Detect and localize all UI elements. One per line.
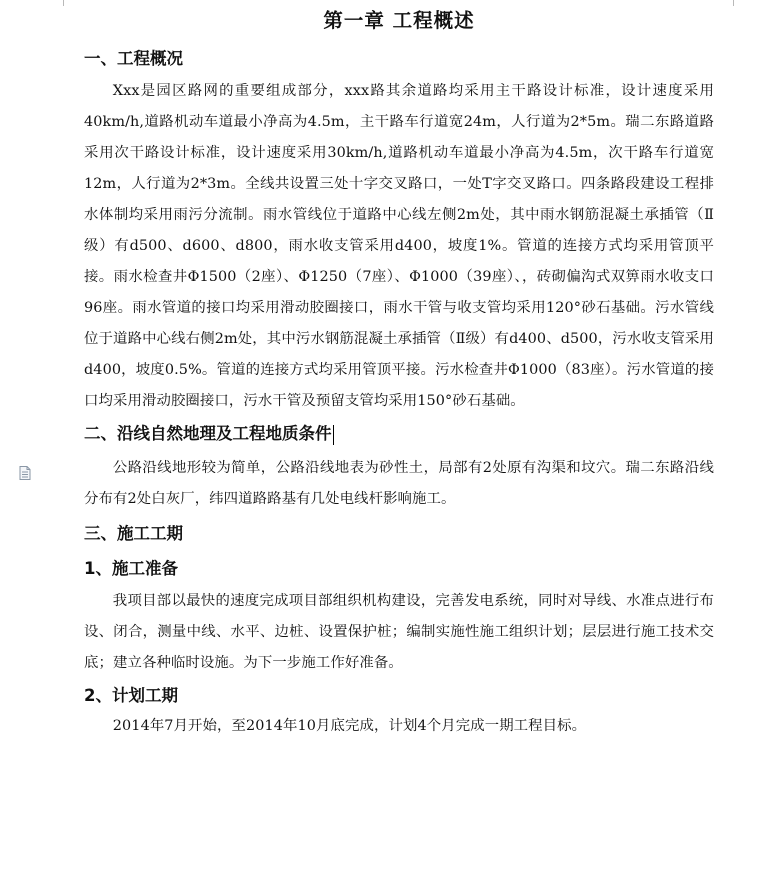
document-icon (19, 466, 43, 480)
chapter-title: 第一章 工程概述 (323, 9, 475, 32)
subsection-heading-preparation: 1、施工准备 (84, 559, 178, 578)
section-heading-overview: 一、工程概况 (84, 49, 183, 68)
section-heading-geology[interactable] (84, 422, 714, 446)
preparation-paragraph[interactable]: 我项目部以最快的速度完成项目部组织机构建设，完善发电系统，同时对导线、水准点进行布设、闭合，测量中线、水平、边桩、设置保护桩；编制实施性施工组织计划；层层进行施工技术交底；建立各种临时设施。为下一步施工作好准备。 (84, 593, 714, 671)
text-cursor (333, 425, 334, 445)
crop-mark-left (63, 0, 64, 6)
document-page (84, 0, 714, 742)
section-heading-schedule: 三、施工工期 (84, 524, 183, 543)
planned-period-paragraph[interactable]: 2014年7月开始，至2014年10月底完成，计划4个月完成一期工程目标。 (112, 718, 587, 734)
section-heading-geology-text: 二、沿线自然地理及工程地质条件 (84, 424, 332, 443)
geology-paragraph[interactable]: 公路沿线地形较为简单，公路沿线地表为砂性土，局部有2处原有沟渠和坟穴。瑞二东路沿线分布有2处白灰厂，纬四道路路基有几处电线杆影响施工。 (84, 460, 714, 507)
crop-mark-right (733, 0, 734, 6)
paragraph-options-button[interactable] (19, 465, 43, 479)
subsection-heading-planned-period: 2、计划工期 (84, 686, 178, 705)
overview-paragraph[interactable]: Xxx是园区路网的重要组成部分，xxx路其余道路均采用主干路设计标准，设计速度采用40km/h,道路机动车道最小净高为4.5m，主干路车行道宽24m，人行道为2*5m。瑞二东路道路采用次干路设计标准，设计速度采用30km/h,道路机动车道最小净高为4.5m，次干路车行道宽12m，人行道为2*3m。全线共设置三处十字交叉路口，一处T字交叉路口。四条路段建设工程排水体制均采用雨污分流制。雨水管线位于道路中心线左侧2m处，其中雨水钢筋混凝土承插管（Ⅱ级）有d500、d600、d800，雨水收支管采用d400，坡度1%。管道的连接方式均采用管顶平接。雨水检查井Φ1500（2座）、Φ1250（7座）、Φ1000（39座）、，砖砌偏沟式双箅雨水收支口96座。雨水管道的接口均采用滑动胶圈接口，雨水干管与收支管均采用120°砂石基础。污水管线位于道路中心线右侧2m处，其中污水钢筋混凝土承插管（Ⅱ级）有d400、d500，污水收支管采用d400，坡度0.5%。管道的连接方式均采用管顶平接。污水检查井Φ1000（83座）。污水管道的接口均采用滑动胶圈接口，污水干管及预留支管均采用150°砂石基础。 (84, 83, 715, 409)
